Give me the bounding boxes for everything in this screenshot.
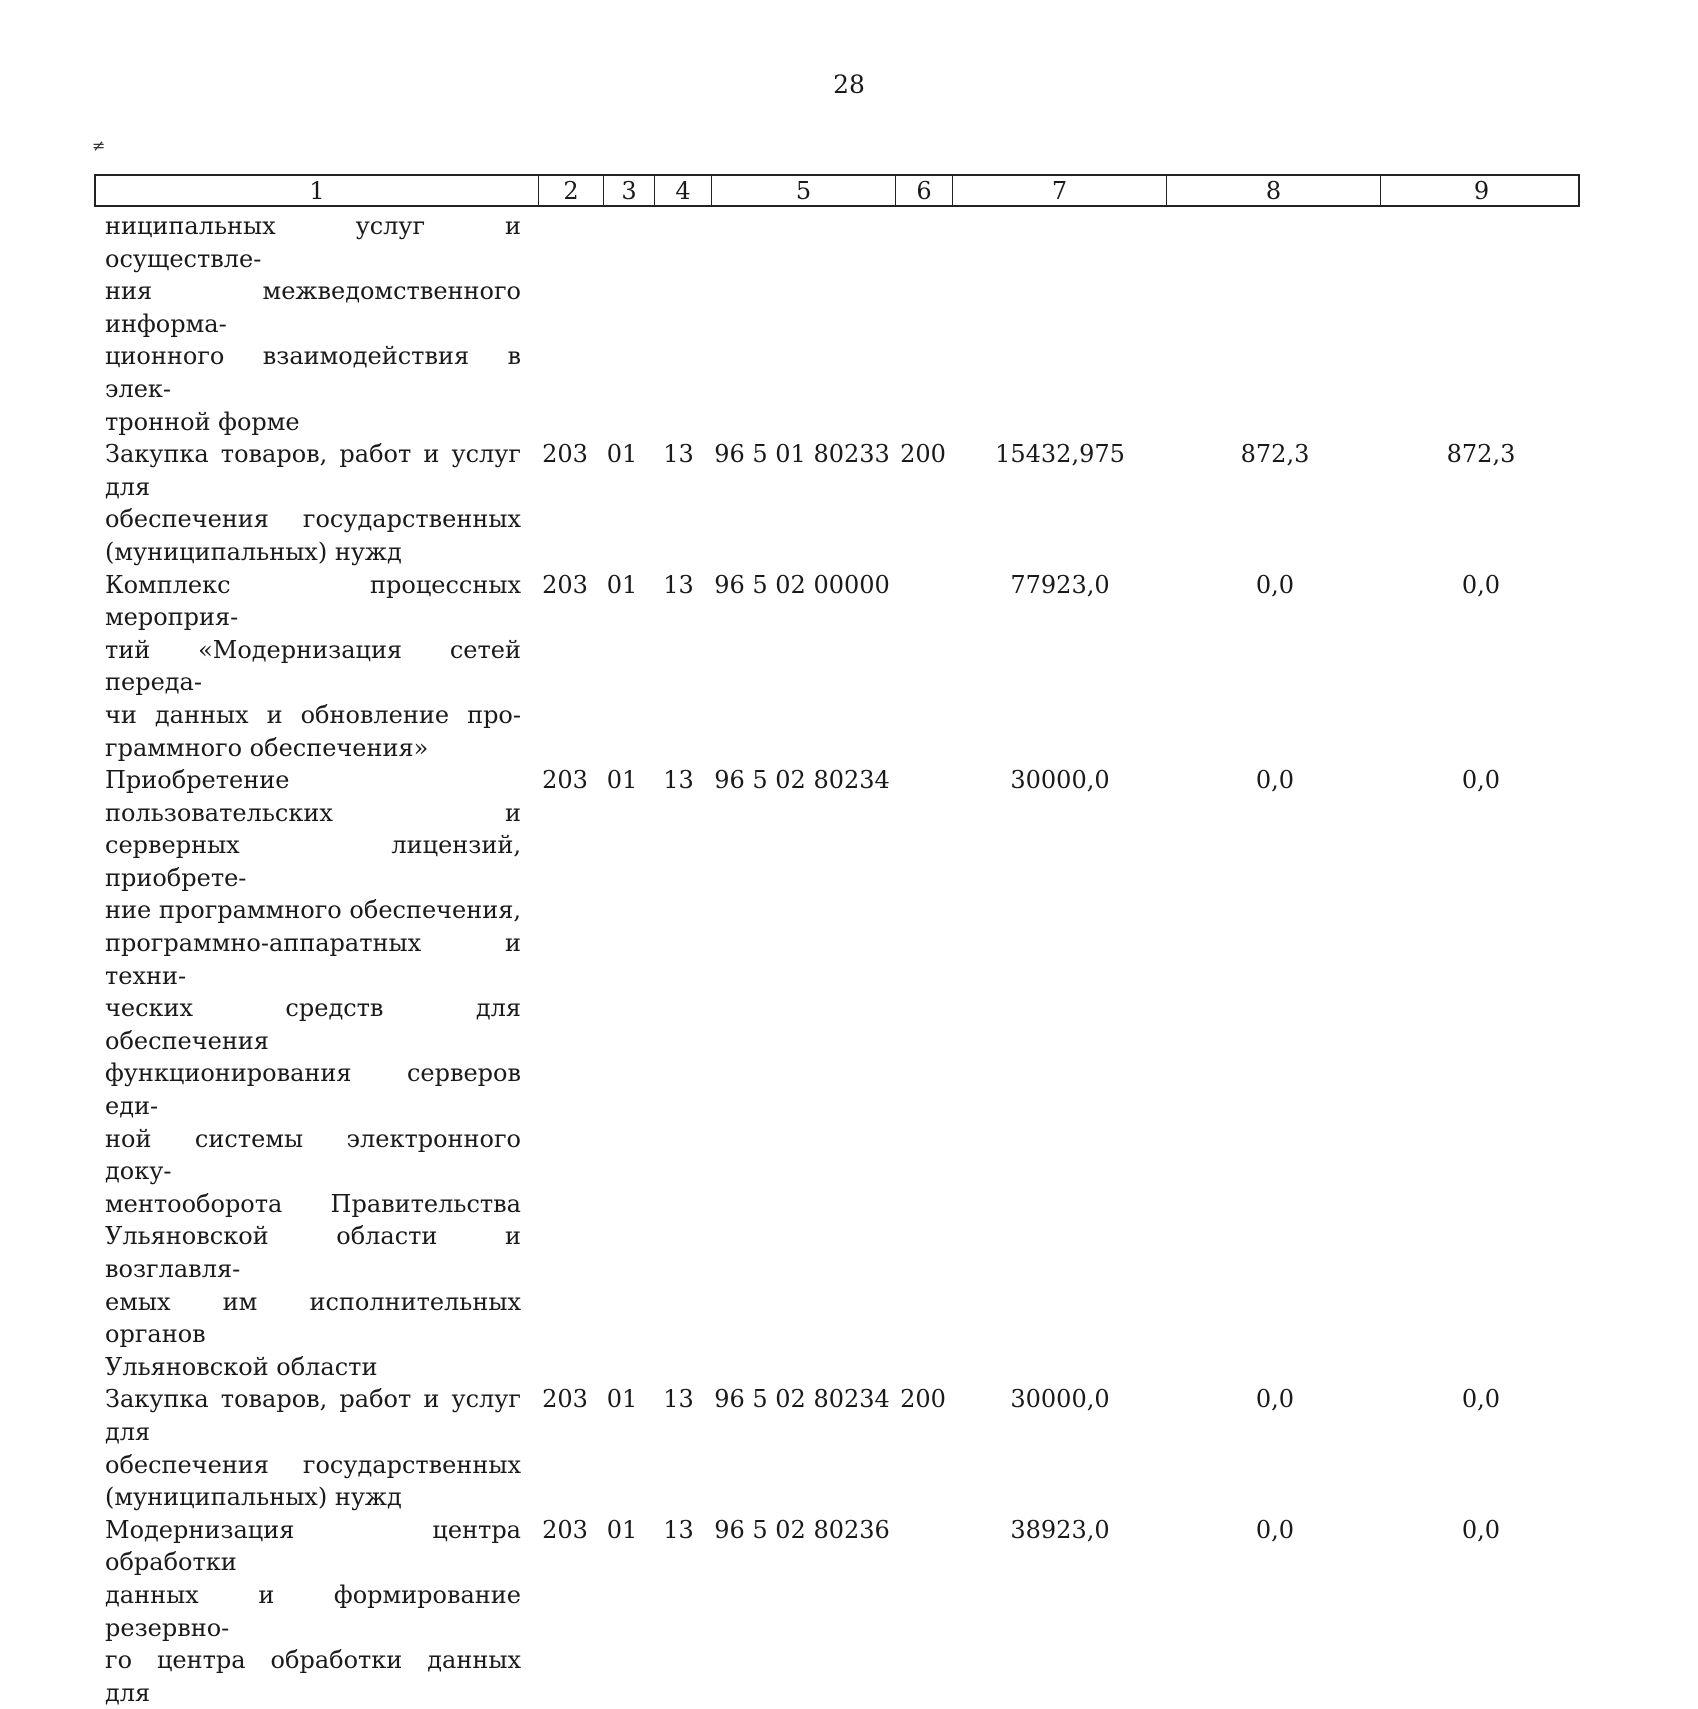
cell-col-7: 77923,0 — [1010, 570, 1110, 599]
description-line: данных и формирование резервно- — [105, 1580, 521, 1642]
cell-col-8: 0,0 — [1255, 1515, 1295, 1544]
row-description — [105, 764, 521, 1383]
cell-col-3: 01 — [606, 440, 638, 469]
table-row — [0, 764, 1698, 1383]
table-row — [0, 210, 1698, 438]
description-line: программно-аппаратных и техни- — [105, 929, 521, 990]
table-row — [0, 438, 1698, 568]
description-line: емых им исполнительных органов — [105, 1287, 521, 1349]
cell-col-9: 0,0 — [1461, 1515, 1501, 1544]
cell-col-9: 0,0 — [1461, 570, 1501, 599]
table-header — [94, 174, 1580, 207]
description-line: ческих средств для обеспечения — [105, 994, 521, 1055]
cell-col-8: 0,0 — [1255, 1385, 1295, 1414]
header-col-6: 6 — [895, 176, 952, 205]
row-description — [105, 1514, 521, 1709]
description-line: ния межведомственного информа- — [105, 277, 521, 338]
row-description — [105, 1383, 521, 1513]
page-number: 28 — [833, 70, 865, 99]
header-col-9: 9 — [1380, 176, 1582, 205]
cell-col-5: 96 5 02 00000 — [714, 570, 890, 599]
description-line: го центра обработки данных для — [105, 1646, 521, 1707]
cell-col-4: 13 — [663, 440, 694, 469]
cell-col-2: 203 — [542, 1385, 588, 1414]
cell-col-3: 01 — [606, 766, 638, 795]
header-col-8: 8 — [1166, 176, 1380, 205]
cell-col-3: 01 — [606, 1385, 638, 1414]
description-line: граммного обеспечения» — [105, 733, 429, 762]
cell-col-4: 13 — [663, 1385, 694, 1414]
cell-col-5: 96 5 01 80233 — [714, 440, 890, 469]
description-line: Закупка товаров, работ и услуг для — [105, 1385, 521, 1446]
description-line: функционирования серверов еди- — [105, 1059, 521, 1121]
row-description — [105, 569, 521, 765]
cell-col-9: 872,3 — [1446, 440, 1516, 469]
cell-col-8: 872,3 — [1240, 440, 1310, 469]
cell-col-2: 203 — [542, 1515, 588, 1544]
scan-mark: ≠ — [92, 136, 103, 155]
description-line: Ульяновской области и возглавля- — [105, 1222, 521, 1283]
row-description — [105, 438, 521, 568]
description-line: ментооборота Правительства — [105, 1189, 521, 1218]
description-line: Приобретение пользовательских и — [105, 766, 521, 827]
cell-col-7: 30000,0 — [1010, 766, 1110, 795]
cell-col-2: 203 — [542, 766, 588, 795]
cell-col-9: 0,0 — [1461, 766, 1501, 795]
description-line: обеспечения государственных — [105, 1450, 521, 1479]
cell-col-2: 203 — [542, 570, 588, 599]
description-line: ниципальных услуг и осуществле- — [105, 212, 521, 273]
description-line: ционного взаимодействия в элек- — [105, 342, 521, 403]
cell-col-7: 15432,975 — [995, 440, 1125, 469]
header-col-5: 5 — [711, 176, 895, 205]
cell-col-6: 200 — [900, 440, 946, 469]
header-col-1: 1 — [309, 177, 325, 205]
description-line: (муниципальных) нужд — [105, 537, 402, 566]
description-line: (муниципальных) нужд — [105, 1483, 402, 1512]
description-line: тронной форме — [105, 407, 300, 436]
header-col-3: 3 — [603, 176, 654, 205]
table-body — [0, 210, 1698, 1709]
header-col-4: 4 — [654, 176, 711, 205]
cell-col-8: 0,0 — [1255, 570, 1295, 599]
cell-col-3: 01 — [606, 1515, 638, 1544]
cell-col-5: 96 5 02 80234 — [714, 1385, 890, 1414]
description-line: Модернизация центра обработки — [105, 1515, 521, 1577]
description-line: чи данных и обновление про- — [105, 700, 521, 729]
table-row — [0, 1383, 1698, 1513]
description-line: серверных лицензий, приобрете- — [105, 831, 521, 892]
description-line: Комплекс процессных мероприя- — [105, 570, 521, 632]
cell-col-4: 13 — [663, 1515, 694, 1544]
cell-col-3: 01 — [606, 570, 638, 599]
description-line: обеспечения государственных — [105, 505, 521, 534]
cell-col-5: 96 5 02 80234 — [714, 766, 890, 795]
cell-col-4: 13 — [663, 766, 694, 795]
cell-col-7: 38923,0 — [1010, 1515, 1110, 1544]
cell-col-8: 0,0 — [1255, 766, 1295, 795]
row-description — [105, 210, 521, 438]
header-col-7: 7 — [952, 176, 1166, 205]
table-row — [0, 569, 1698, 765]
cell-col-5: 96 5 02 80236 — [714, 1515, 890, 1544]
cell-col-7: 30000,0 — [1010, 1385, 1110, 1414]
cell-col-2: 203 — [542, 440, 588, 469]
cell-col-4: 13 — [663, 570, 694, 599]
description-line: ние программного обеспечения, — [105, 896, 521, 925]
description-line: ной системы электронного доку- — [105, 1124, 521, 1186]
description-line: тий «Модернизация сетей переда- — [105, 635, 521, 697]
header-col-2: 2 — [538, 176, 603, 205]
cell-col-6: 200 — [900, 1385, 946, 1414]
description-line: Ульяновской области — [105, 1352, 378, 1381]
cell-col-9: 0,0 — [1461, 1385, 1501, 1414]
table-row — [0, 1514, 1698, 1709]
description-line: Закупка товаров, работ и услуг для — [105, 440, 521, 501]
